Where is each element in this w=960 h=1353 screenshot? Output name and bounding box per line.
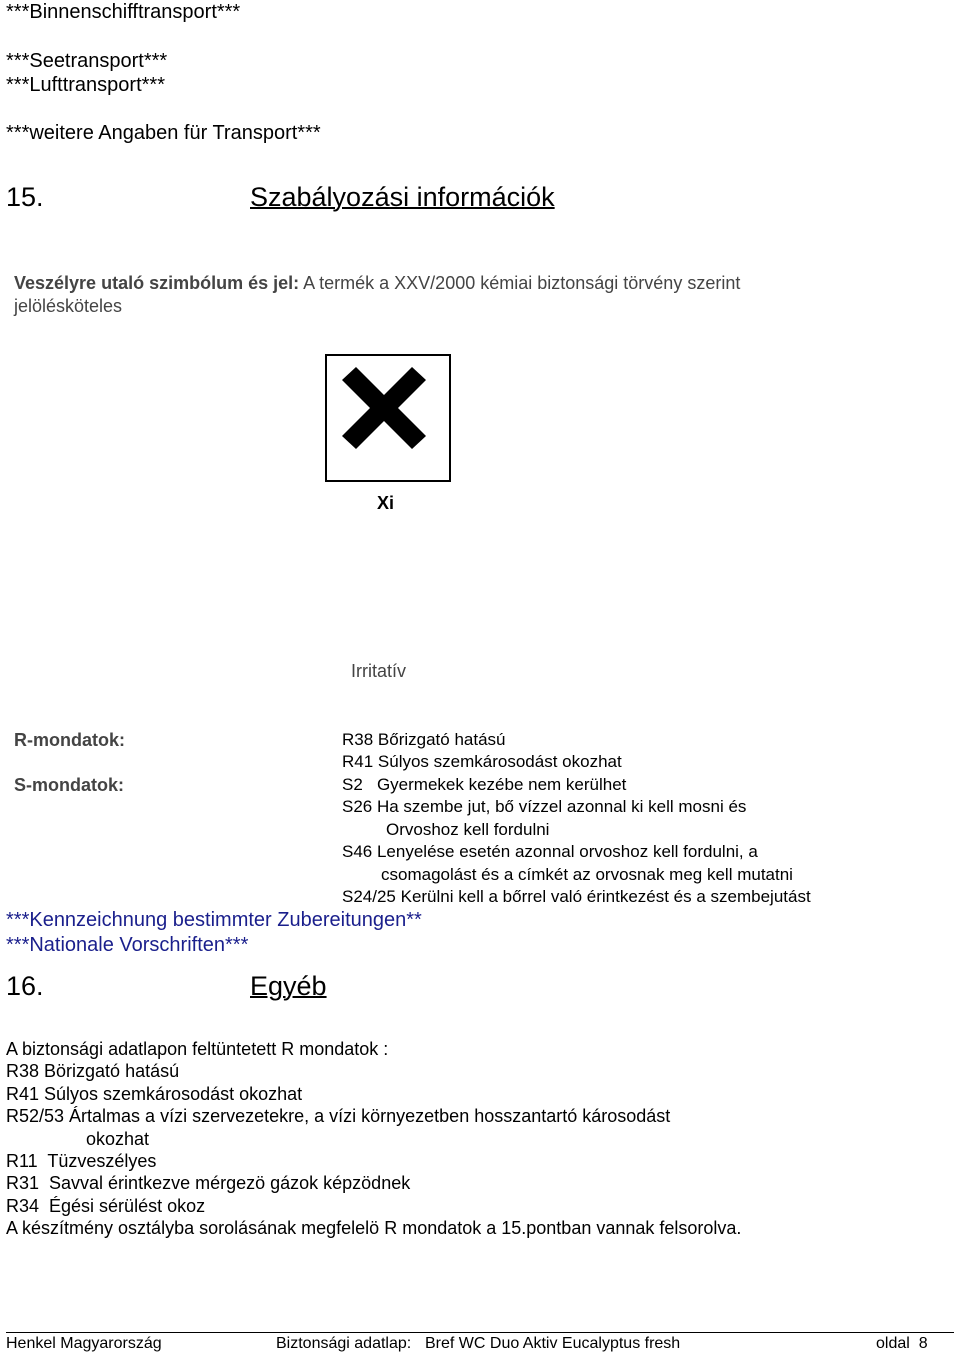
hazard-x-icon: [327, 356, 449, 480]
section-16-number: 16.: [6, 971, 44, 1001]
transport-luft: ***Lufttransport***: [6, 74, 165, 96]
nationale-heading: ***Nationale Vorschriften***: [6, 934, 249, 956]
transport-binnen: ***Binnenschifftransport***: [6, 1, 241, 23]
s-phrase: S46 Lenyelése esetén azonnal orvoshoz kell fordulni, a: [342, 842, 758, 861]
footer-page-number: oldal 8: [876, 1335, 928, 1352]
r-phrase: R41 Súlyos szemkárosodást okozhat: [342, 752, 622, 771]
s-phrases-label: S-mondatok:: [14, 775, 124, 795]
section-16-line: R38 Börizgató hatású: [6, 1061, 180, 1081]
hazard-symbol-box: [325, 354, 451, 513]
s-phrase: S2 Gyermekek kezébe nem kerülhet: [342, 775, 627, 794]
hazard-text-line2: jelölésköteles: [14, 296, 123, 316]
section-16-title: Egyéb: [250, 971, 327, 1001]
section-16-line-continuation: okozhat: [86, 1129, 150, 1149]
kennzeichnung-heading: ***Kennzeichnung bestimmter Zubereitungen**: [6, 909, 422, 931]
section-15-title: Szabályozási információk: [250, 182, 555, 212]
hazard-symbol-name: Irritatív: [351, 661, 407, 681]
hazard-label: Veszélyre utaló szimbólum és jel:: [14, 273, 300, 293]
section-16-intro: A biztonsági adatlapon feltüntetett R mondatok :: [6, 1039, 389, 1059]
section-16-line: R11 Tüzveszélyes: [6, 1151, 157, 1171]
hazard-text: A termék a XXV/2000 kémiai biztonsági törvény szerint: [303, 273, 741, 293]
section-16-line: R31 Savval érintkezve mérgezö gázok képzödnek: [6, 1173, 411, 1193]
section-15-number: 15.: [6, 182, 44, 212]
r-phrases-label: R-mondatok:: [14, 730, 125, 750]
transport-see: ***Seetransport***: [6, 50, 168, 72]
footer-doc-label: Biztonsági adatlap:: [276, 1335, 412, 1352]
footer-product: Bref WC Duo Aktiv Eucalyptus fresh: [425, 1335, 681, 1352]
section-16-line: A készítmény osztályba sorolásának megfelelö R mondatok a 15.pontban vannak felsorolva.: [6, 1218, 742, 1238]
section-16-line: R52/53 Ártalmas a vízi szervezetekre, a vízi környezetben hosszantartó károsodást: [6, 1106, 671, 1126]
s-phrase: S24/25 Kerülni kell a bőrrel való érintkezést és a szembejutást: [342, 887, 811, 906]
footer-divider: [6, 1332, 954, 1333]
footer-company: Henkel Magyarország: [6, 1335, 162, 1352]
section-16-line: R34 Égési sérülést okoz: [6, 1196, 206, 1216]
s-phrase-continuation: Orvoshoz kell fordulni: [386, 820, 550, 839]
hazard-symbol-code: Xi: [377, 493, 395, 513]
r-phrase: R38 Bőrizgató hatású: [342, 730, 506, 749]
section-16-line: R41 Súlyos szemkárosodást okozhat: [6, 1084, 303, 1104]
transport-weitere: ***weitere Angaben für Transport***: [6, 122, 321, 144]
s-phrase: S26 Ha szembe jut, bő vízzel azonnal ki kell mosni és: [342, 797, 747, 816]
hazard-statement: [14, 274, 740, 292]
s-phrase-continuation: csomagolást és a címkét az orvosnak meg kell mutatni: [381, 865, 793, 884]
